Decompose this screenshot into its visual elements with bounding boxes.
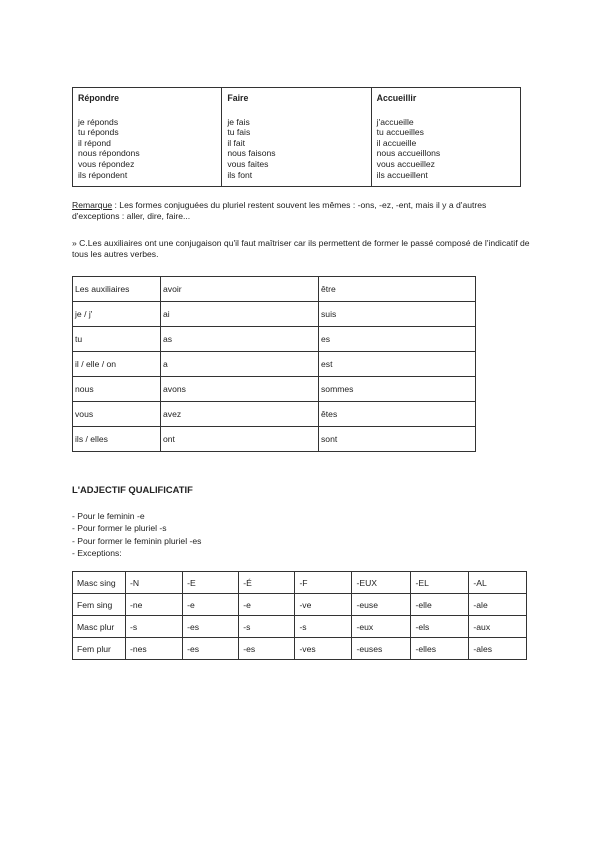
auxiliaries-table — [72, 276, 476, 452]
list-item: - Pour former le feminin pluriel -es — [72, 535, 202, 546]
table-row — [73, 377, 476, 402]
table-cell: avez — [161, 402, 319, 427]
verb-form: il répond — [78, 137, 111, 148]
table-cell: -aux — [469, 616, 527, 638]
table-cell: Masc plur — [73, 616, 126, 638]
verb-heading: Répondre — [78, 93, 120, 103]
verb-form: il fait — [227, 137, 245, 148]
table-cell: -euses — [352, 638, 411, 660]
table-cell: -s — [295, 616, 352, 638]
table-row — [73, 88, 521, 187]
verb-heading: Accueillir — [376, 93, 417, 103]
verb-column-repondre — [73, 88, 222, 187]
table-cell: -EUX — [352, 572, 411, 594]
verb-form: tu réponds — [78, 127, 119, 138]
table-cell: -EL — [411, 572, 469, 594]
remark-text: : Les formes conjuguées du pluriel restent souvent les mêmes : -ons, -ez, -ent, mais il y a d'autres d'exceptions : aller, dire, faire... — [72, 200, 487, 222]
table-cell: Masc sing — [73, 572, 126, 594]
table-cell: -e — [183, 594, 239, 616]
table-cell: Fem sing — [73, 594, 126, 616]
table-cell: -AL — [469, 572, 527, 594]
remark-label: Remarque — [72, 200, 113, 210]
table-cell: -ne — [125, 594, 182, 616]
table-row — [73, 352, 476, 377]
verb-form: vous répondez — [78, 158, 135, 169]
table-cell: -N — [125, 572, 182, 594]
table-cell: -s — [239, 616, 295, 638]
list-item: - Pour le feminin -e — [72, 511, 145, 521]
table-cell: est — [319, 352, 476, 377]
table-cell: es — [319, 327, 476, 352]
verb-form: j'accueille — [376, 116, 414, 127]
table-cell: -es — [239, 638, 295, 660]
table-cell: ont — [161, 427, 319, 452]
table-cell: il / elle / on — [73, 352, 161, 377]
table-cell: -nes — [125, 638, 182, 660]
table-row — [73, 594, 527, 616]
list-item: - Pour former le pluriel -s — [72, 523, 167, 534]
table-cell: -elle — [411, 594, 469, 616]
verb-form: ils répondent — [78, 169, 128, 180]
table-cell: -É — [239, 572, 295, 594]
verb-conjugation-table — [72, 87, 521, 187]
verb-form: nous faisons — [227, 148, 276, 159]
table-cell: -eux — [352, 616, 411, 638]
table-cell: vous — [73, 402, 161, 427]
table-row — [73, 572, 527, 594]
verb-form: tu accueilles — [376, 127, 424, 138]
table-cell: -ales — [469, 638, 527, 660]
table-cell: Fem plur — [73, 638, 126, 660]
table-cell: nous — [73, 377, 161, 402]
table-row — [73, 302, 476, 327]
table-cell: ai — [161, 302, 319, 327]
table-cell: -es — [183, 616, 239, 638]
verb-form: nous répondons — [78, 148, 140, 159]
table-row — [73, 277, 476, 302]
verb-form: il accueille — [376, 137, 417, 148]
verb-form: vous accueillez — [376, 158, 435, 169]
table-cell: -ves — [295, 638, 352, 660]
table-cell: avons — [161, 377, 319, 402]
auxiliary-note: » C.Les auxiliaires ont une conjugaison qu'il faut maîtriser car ils permettent de former le passé composé de l'indicatif de tous les autres verbes. — [72, 238, 530, 260]
table-cell: -s — [125, 616, 182, 638]
table-cell: sommes — [319, 377, 476, 402]
verb-column-faire — [222, 88, 371, 187]
list-item: - Exceptions: — [72, 548, 122, 559]
table-cell: être — [319, 277, 476, 302]
table-cell: -es — [183, 638, 239, 660]
adjective-rules-list — [72, 510, 201, 560]
table-cell: Les auxiliaires — [73, 277, 161, 302]
verb-heading: Faire — [227, 93, 249, 103]
table-cell: ils / elles — [73, 427, 161, 452]
remark-paragraph — [72, 200, 532, 223]
table-cell: -ale — [469, 594, 527, 616]
verb-form: ils accueillent — [376, 169, 428, 180]
verb-form: vous faites — [227, 158, 269, 169]
verb-column-accueillir — [371, 88, 520, 187]
table-cell: as — [161, 327, 319, 352]
table-cell: suis — [319, 302, 476, 327]
table-cell: -E — [183, 572, 239, 594]
table-row — [73, 402, 476, 427]
table-cell: -elles — [411, 638, 469, 660]
table-cell: -els — [411, 616, 469, 638]
verb-form: je réponds — [78, 116, 119, 127]
table-cell: tu — [73, 327, 161, 352]
table-cell: sont — [319, 427, 476, 452]
verb-form: je fais — [227, 116, 250, 127]
adjective-endings-table — [72, 571, 527, 660]
table-row — [73, 616, 527, 638]
table-cell: a — [161, 352, 319, 377]
verb-form: nous accueillons — [376, 148, 441, 159]
table-row — [73, 638, 527, 660]
table-row — [73, 327, 476, 352]
table-cell: avoir — [161, 277, 319, 302]
table-cell: -euse — [352, 594, 411, 616]
verb-form: tu fais — [227, 127, 251, 138]
section-heading: L'ADJECTIF QUALIFICATIF — [72, 484, 193, 495]
table-cell: êtes — [319, 402, 476, 427]
table-cell: -F — [295, 572, 352, 594]
table-cell: -e — [239, 594, 295, 616]
table-cell: je / j' — [73, 302, 161, 327]
table-cell: -ve — [295, 594, 352, 616]
verb-form: ils font — [227, 169, 253, 180]
table-row — [73, 427, 476, 452]
